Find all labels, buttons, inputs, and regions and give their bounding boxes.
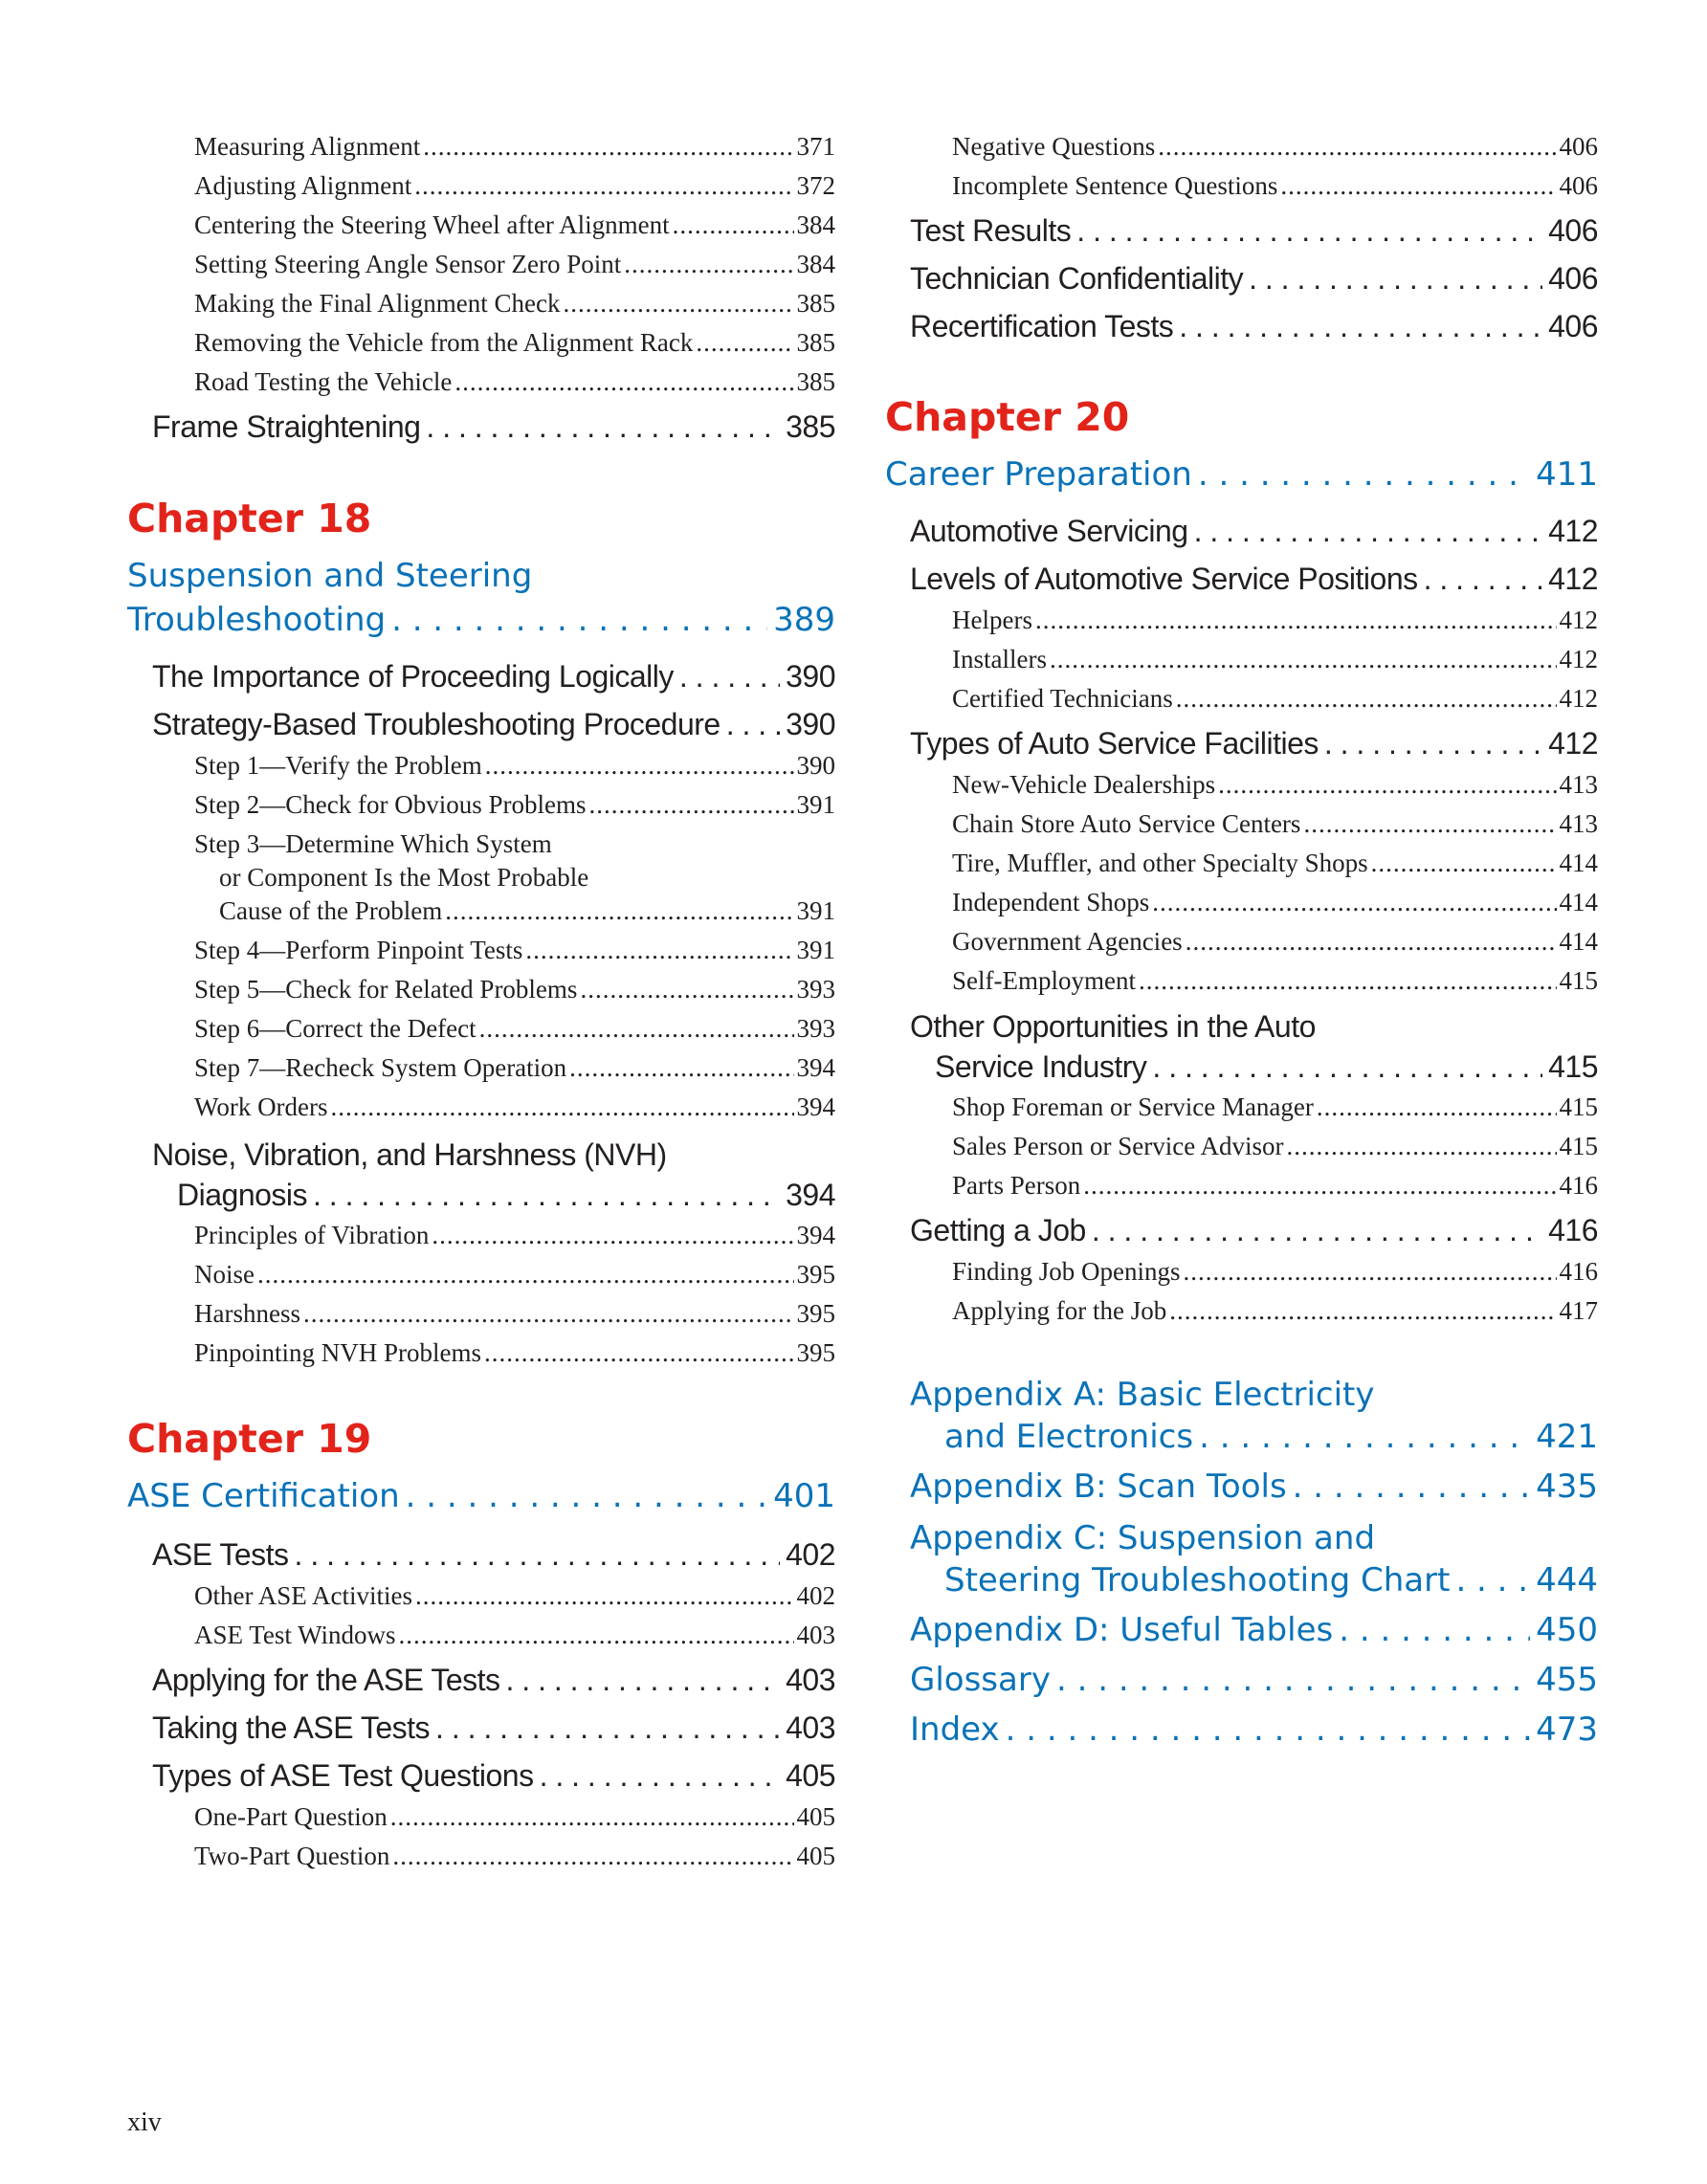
entry-label: Installers — [952, 645, 1047, 673]
entry-label: Getting a Job — [910, 1213, 1086, 1247]
dot-leader — [1339, 1609, 1530, 1651]
toc-entry[interactable] — [127, 130, 835, 163]
dot-leader — [673, 209, 794, 241]
dot-leader — [1424, 559, 1543, 599]
toc-entry[interactable] — [127, 287, 835, 320]
toc-entry[interactable] — [885, 964, 1598, 997]
toc-entry[interactable] — [127, 1091, 835, 1123]
entry-page: 403 — [796, 1621, 835, 1649]
dot-leader — [540, 1755, 781, 1796]
appendix-entry[interactable] — [885, 1609, 1598, 1651]
toc-entry[interactable] — [127, 934, 835, 966]
toc-entry[interactable] — [885, 1091, 1598, 1123]
dot-leader — [1303, 807, 1556, 840]
dot-leader — [1050, 643, 1557, 675]
entry-label: Appendix B: Scan Tools — [910, 1467, 1287, 1506]
entry-label: Step 2—Check for Obvious Problems — [194, 790, 587, 819]
entry-label: Chain Store Auto Service Centers — [952, 809, 1301, 838]
appendix-line[interactable]: Appendix A: Basic Electricity — [910, 1376, 1375, 1414]
entry-page: 385 — [796, 289, 835, 318]
entry-page: 412 — [1559, 645, 1598, 673]
entry-page: 415 — [1559, 1092, 1598, 1121]
toc-entry[interactable] — [885, 1169, 1598, 1202]
entry-label: Applying for the ASE Tests — [152, 1663, 500, 1697]
toc-entry[interactable] — [885, 130, 1598, 163]
toc-entry[interactable] — [885, 169, 1598, 202]
dot-leader — [696, 326, 793, 359]
dot-leader — [1056, 1659, 1530, 1701]
dot-leader — [390, 1800, 794, 1833]
entry-label: ASE Test Windows — [194, 1621, 396, 1649]
appendix-entry[interactable] — [885, 1416, 1598, 1458]
dot-leader — [1324, 723, 1542, 763]
toc-entry[interactable] — [127, 973, 835, 1005]
entry-label: Technician Confidentiality — [910, 261, 1244, 296]
dot-leader — [415, 1579, 794, 1612]
dot-leader — [406, 1475, 767, 1517]
entry-label: Incomplete Sentence Questions — [952, 171, 1278, 200]
entry-label: Levels of Automotive Service Positions — [910, 562, 1418, 596]
toc-entry[interactable] — [885, 643, 1598, 675]
entry-label: Negative Questions — [952, 132, 1156, 161]
entry-label: Self-Employment — [952, 966, 1136, 995]
toc-section-entry[interactable] — [127, 1660, 835, 1700]
entry-label: Measuring Alignment — [194, 132, 421, 161]
entry-label: Career Preparation — [885, 455, 1192, 494]
dot-leader — [1092, 1210, 1542, 1250]
entry-page: 403 — [786, 1663, 835, 1697]
glossary-entry[interactable] — [885, 1659, 1598, 1701]
entry-label: Independent Shops — [952, 888, 1150, 916]
entry-page: 444 — [1536, 1561, 1598, 1599]
entry-label: Road Testing the Vehicle — [194, 367, 453, 396]
dot-leader — [563, 287, 793, 320]
chapter-title-line[interactable]: Suspension and Steering — [127, 557, 533, 595]
toc-section-entry[interactable] — [885, 1047, 1598, 1087]
entry-label: Troubleshooting — [127, 601, 387, 639]
chapter-title-entry[interactable] — [127, 1475, 835, 1517]
entry-label: Centering the Steering Wheel after Alignment — [194, 210, 670, 239]
entry-label: Tire, Muffler, and other Specialty Shops — [952, 849, 1368, 877]
entry-page: 416 — [1559, 1257, 1598, 1286]
entry-label: Pinpointing NVH Problems — [194, 1338, 482, 1367]
entry-page: 415 — [1548, 1049, 1598, 1084]
entry-page: 384 — [796, 210, 835, 239]
entry-page: 385 — [796, 367, 835, 396]
entry-page: 394 — [796, 1053, 835, 1082]
toc-entry-line[interactable]: Step 3—Determine Which System — [194, 829, 552, 858]
dot-leader — [1176, 682, 1557, 715]
toc-entry[interactable] — [885, 768, 1598, 801]
toc-entry[interactable] — [885, 847, 1598, 879]
dot-leader — [1286, 1130, 1556, 1162]
entry-page: 390 — [786, 707, 835, 741]
entry-page: 391 — [796, 790, 835, 819]
dot-leader — [426, 407, 780, 447]
entry-label: Taking the ASE Tests — [152, 1710, 431, 1745]
entry-page: 393 — [796, 1014, 835, 1043]
dot-leader — [432, 1219, 793, 1251]
entry-page: 403 — [786, 1710, 835, 1745]
dot-leader — [1076, 210, 1542, 251]
dot-leader — [1158, 130, 1556, 163]
entry-label: Index — [910, 1710, 1000, 1749]
dot-leader — [257, 1258, 794, 1291]
entry-page: 455 — [1536, 1661, 1598, 1699]
toc-entry[interactable] — [127, 749, 835, 782]
entry-page: 412 — [1548, 726, 1598, 761]
dot-leader — [423, 130, 793, 163]
entry-label: Types of ASE Test Questions — [152, 1758, 534, 1793]
toc-entry[interactable] — [127, 209, 835, 241]
dot-leader — [1152, 886, 1556, 918]
toc-section-entry[interactable] — [127, 704, 835, 744]
appendix-line[interactable]: Appendix C: Suspension and — [910, 1519, 1376, 1557]
entry-label: Service Industry — [935, 1049, 1147, 1084]
toc-section-entry[interactable] — [127, 656, 835, 696]
entry-label: Helpers — [952, 606, 1032, 634]
entry-page: 416 — [1559, 1171, 1598, 1200]
dot-leader — [1184, 1255, 1557, 1288]
entry-label: Setting Steering Angle Sensor Zero Point — [194, 250, 622, 278]
toc-section-line[interactable]: Noise, Vibration, and Harshness (NVH) — [152, 1137, 667, 1172]
entry-label: Noise — [194, 1260, 255, 1289]
dot-leader — [1179, 306, 1542, 346]
toc-entry[interactable] — [127, 1800, 835, 1833]
entry-label: New-Vehicle Dealerships — [952, 770, 1216, 799]
dot-leader — [580, 973, 793, 1005]
entry-page: 414 — [1559, 927, 1598, 956]
dot-leader — [726, 704, 780, 744]
entry-page: 415 — [1559, 1132, 1598, 1160]
toc-entry[interactable] — [127, 326, 835, 359]
appendix-entry[interactable] — [885, 1559, 1598, 1601]
toc-entry[interactable] — [885, 925, 1598, 958]
entry-page: 385 — [786, 409, 835, 444]
entry-page: 414 — [1559, 849, 1598, 877]
dot-leader — [331, 1091, 794, 1123]
entry-page: 394 — [796, 1092, 835, 1121]
toc-section-entry[interactable] — [127, 407, 835, 447]
dot-leader — [1139, 964, 1557, 997]
toc-entry[interactable] — [885, 1255, 1598, 1288]
entry-page: 402 — [796, 1581, 835, 1610]
entry-page: 393 — [796, 975, 835, 1004]
dot-leader — [1249, 258, 1542, 298]
entry-page: 405 — [796, 1842, 835, 1870]
chapter-heading: Chapter 18 — [127, 496, 372, 541]
toc-entry[interactable] — [127, 894, 835, 927]
entry-label: Shop Foreman or Service Manager — [952, 1092, 1314, 1121]
entry-page: 395 — [796, 1338, 835, 1367]
entry-label: Harshness — [194, 1299, 300, 1328]
dot-leader — [414, 169, 793, 202]
chapter-heading: Chapter 19 — [127, 1416, 372, 1462]
entry-label: Step 7—Recheck System Operation — [194, 1053, 567, 1082]
appendix-entry[interactable] — [885, 1466, 1598, 1508]
dot-leader — [313, 1175, 780, 1215]
entry-page: 412 — [1548, 514, 1598, 548]
entry-page: 401 — [773, 1477, 835, 1515]
toc-entry-line[interactable]: or Component Is the Most Probable — [219, 863, 589, 892]
dot-leader — [435, 1708, 780, 1748]
dot-leader — [506, 1660, 781, 1700]
toc-entry[interactable] — [127, 1258, 835, 1291]
entry-label: and Electronics — [944, 1418, 1194, 1456]
toc-entry[interactable] — [127, 788, 835, 821]
index-entry[interactable] — [885, 1709, 1598, 1751]
entry-page: 473 — [1536, 1710, 1598, 1749]
dot-leader — [1317, 1091, 1557, 1123]
entry-page: 391 — [796, 896, 835, 925]
dot-leader — [588, 788, 793, 821]
chapter-heading: Chapter 20 — [885, 394, 1130, 440]
entry-label: ASE Certification — [127, 1477, 400, 1515]
toc-entry[interactable] — [885, 604, 1598, 636]
toc-entry[interactable] — [127, 169, 835, 202]
toc-section-entry[interactable] — [885, 258, 1598, 298]
toc-entry[interactable] — [127, 1219, 835, 1251]
entry-page: 395 — [796, 1260, 835, 1289]
dot-leader — [445, 894, 793, 927]
entry-label: Step 6—Correct the Defect — [194, 1014, 477, 1043]
dot-leader — [485, 749, 794, 782]
toc-entry[interactable] — [127, 1579, 835, 1612]
toc-entry[interactable] — [885, 1130, 1598, 1162]
entry-label: Government Agencies — [952, 927, 1183, 956]
entry-label: Diagnosis — [177, 1178, 308, 1212]
toc-section-entry[interactable] — [885, 1210, 1598, 1250]
entry-label: Steering Troubleshooting Chart — [944, 1561, 1451, 1599]
entry-label: Recertification Tests — [910, 309, 1174, 343]
dot-leader — [1293, 1466, 1530, 1508]
entry-page: 394 — [796, 1221, 835, 1249]
toc-entry[interactable] — [885, 807, 1598, 840]
entry-page: 413 — [1559, 809, 1598, 838]
entry-page: 406 — [1548, 213, 1598, 248]
dot-leader — [399, 1619, 794, 1651]
entry-page: 390 — [786, 659, 835, 694]
entry-label: The Importance of Proceeding Logically — [152, 659, 674, 694]
entry-page: 405 — [786, 1758, 835, 1793]
entry-label: Step 4—Perform Pinpoint Tests — [194, 936, 523, 964]
dot-leader — [1083, 1169, 1556, 1202]
entry-page: 406 — [1559, 171, 1598, 200]
dot-leader — [679, 656, 780, 696]
dot-leader — [479, 1012, 794, 1045]
entry-label: Types of Auto Service Facilities — [910, 726, 1319, 761]
entry-label: Other ASE Activities — [194, 1581, 412, 1610]
page-number: xiv — [127, 2107, 162, 2137]
entry-page: 405 — [796, 1802, 835, 1831]
toc-section-entry[interactable] — [885, 723, 1598, 763]
entry-label: Automotive Servicing — [910, 514, 1188, 548]
toc-entry[interactable] — [885, 886, 1598, 918]
dot-leader — [391, 599, 767, 641]
entry-page: 450 — [1536, 1611, 1598, 1649]
toc-entry[interactable] — [885, 682, 1598, 715]
toc-section-entry[interactable] — [127, 1534, 835, 1575]
dot-leader — [1371, 847, 1557, 879]
entry-page: 413 — [1559, 770, 1598, 799]
entry-label: Frame Straightening — [152, 409, 421, 444]
dot-leader — [1006, 1709, 1530, 1751]
entry-page: 417 — [1559, 1296, 1598, 1325]
entry-page: 415 — [1559, 966, 1598, 995]
entry-page: 414 — [1559, 888, 1598, 916]
entry-page: 389 — [773, 601, 835, 639]
entry-label: Test Results — [910, 213, 1072, 248]
toc-entry[interactable] — [127, 1840, 835, 1872]
toc-entry[interactable] — [127, 365, 835, 398]
entry-page: 371 — [796, 132, 835, 161]
entry-label: Glossary — [910, 1661, 1051, 1699]
dot-leader — [1198, 453, 1530, 496]
toc-section-line[interactable]: Other Opportunities in the Auto — [910, 1009, 1316, 1044]
dot-leader — [1218, 768, 1556, 801]
toc-section-entry[interactable] — [127, 1175, 835, 1215]
toc-entry[interactable] — [885, 1294, 1598, 1327]
dot-leader — [1169, 1294, 1556, 1327]
entry-page: 391 — [796, 936, 835, 964]
entry-page: 412 — [1548, 562, 1598, 596]
dot-leader — [1194, 511, 1543, 551]
entry-label: Appendix D: Useful Tables — [910, 1611, 1334, 1649]
entry-label: Removing the Vehicle from the Alignment Rack — [194, 328, 694, 357]
entry-page: 406 — [1548, 261, 1598, 296]
entry-page: 412 — [1559, 606, 1598, 634]
entry-label: Adjusting Alignment — [194, 171, 412, 200]
dot-leader — [1280, 169, 1556, 202]
dot-leader — [303, 1297, 794, 1330]
entry-label: Strategy-Based Troubleshooting Procedure — [152, 707, 720, 741]
entry-page: 385 — [796, 328, 835, 357]
toc-section-entry[interactable] — [885, 210, 1598, 251]
toc-entry[interactable] — [127, 1051, 835, 1084]
dot-leader — [525, 934, 793, 966]
dot-leader — [1186, 925, 1557, 958]
entry-page: 412 — [1559, 684, 1598, 713]
entry-page: 402 — [786, 1537, 835, 1572]
dot-leader — [624, 248, 793, 280]
entry-label: Sales Person or Service Advisor — [952, 1132, 1284, 1160]
entry-page: 372 — [796, 171, 835, 200]
toc-entry[interactable] — [127, 1297, 835, 1330]
dot-leader — [484, 1336, 793, 1369]
dot-leader — [1199, 1416, 1530, 1458]
chapter-title-entry[interactable] — [127, 599, 835, 641]
toc-section-entry[interactable] — [127, 1708, 835, 1748]
entry-label: One-Part Question — [194, 1802, 388, 1831]
entry-label: Finding Job Openings — [952, 1257, 1181, 1286]
dot-leader — [1152, 1047, 1542, 1087]
entry-label: Cause of the Problem — [219, 896, 443, 925]
toc-entry[interactable] — [127, 1619, 835, 1651]
toc-section-entry[interactable] — [885, 559, 1598, 599]
entry-label: Step 5—Check for Related Problems — [194, 975, 578, 1004]
entry-label: Work Orders — [194, 1092, 328, 1121]
entry-page: 406 — [1548, 309, 1598, 343]
toc-section-entry[interactable] — [885, 511, 1598, 551]
entry-page: 416 — [1548, 1213, 1598, 1247]
toc-entry[interactable] — [127, 1336, 835, 1369]
dot-leader — [454, 365, 793, 398]
entry-label: Making the Final Alignment Check — [194, 289, 561, 318]
entry-page: 435 — [1536, 1467, 1598, 1506]
toc-section-entry[interactable] — [885, 306, 1598, 346]
entry-page: 394 — [786, 1178, 835, 1212]
toc-section-entry[interactable] — [127, 1755, 835, 1796]
toc-entry[interactable] — [127, 248, 835, 280]
entry-page: 421 — [1536, 1418, 1598, 1456]
entry-label: ASE Tests — [152, 1537, 289, 1572]
entry-page: 390 — [796, 751, 835, 780]
entry-label: Step 1—Verify the Problem — [194, 751, 482, 780]
entry-label: Two-Part Question — [194, 1842, 390, 1870]
dot-leader — [392, 1840, 793, 1872]
entry-label: Parts Person — [952, 1171, 1081, 1200]
entry-label: Certified Technicians — [952, 684, 1173, 713]
entry-page: 406 — [1559, 132, 1598, 161]
entry-label: Applying for the Job — [952, 1296, 1167, 1325]
dot-leader — [1035, 604, 1557, 636]
dot-leader — [569, 1051, 793, 1084]
dot-leader — [295, 1534, 781, 1575]
dot-leader — [1455, 1559, 1530, 1601]
toc-entry[interactable] — [127, 1012, 835, 1045]
entry-label: Principles of Vibration — [194, 1221, 430, 1249]
entry-page: 395 — [796, 1299, 835, 1328]
chapter-title-entry[interactable] — [885, 453, 1598, 496]
entry-page: 411 — [1536, 455, 1598, 494]
entry-page: 384 — [796, 250, 835, 278]
